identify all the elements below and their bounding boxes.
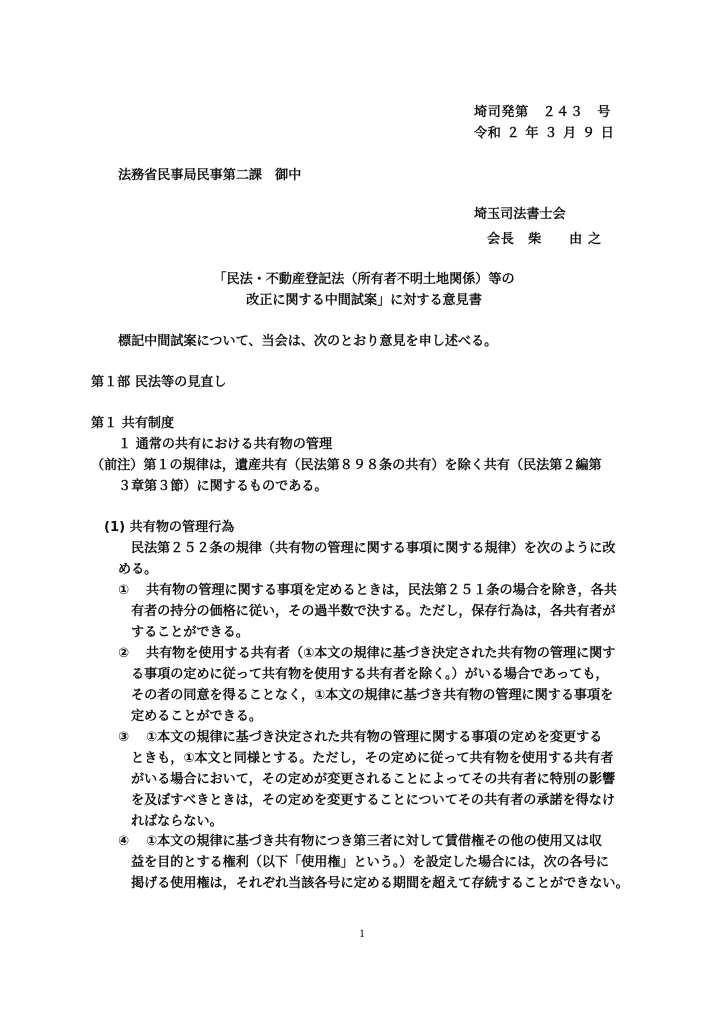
- clause-line: ①本文の規律に基づき決定された共有物の管理に関する事項の定めを変更する: [146, 730, 603, 745]
- body-line: 民法第２５２条の規律（共有物の管理に関する事項に関する規律）を次のように改: [131, 541, 616, 556]
- part-heading: 第１部 民法等の見直し: [91, 375, 227, 390]
- clause-line: る事項の定めに従って共有物を使用する共有者を除く。）がいる場合であっても，: [131, 667, 609, 682]
- sender-organization: 埼玉司法書士会: [474, 207, 566, 222]
- clause-line: 掲げる使用権は，それぞれ当該各号に定める期間を超えて存続することができない。: [131, 876, 629, 891]
- intro-paragraph: 標記中間試案について、当会は、次のとおり意見を申し述べる。: [118, 334, 498, 349]
- clause-marker: ④: [118, 834, 130, 849]
- clause-line: 有者の持分の価格に従い，その過半数で決する。ただし，保存行為は，各共有者が: [131, 604, 616, 619]
- note-line: ３章第３節）に関するものである。: [118, 479, 328, 494]
- clause-marker: ①: [118, 583, 130, 598]
- section-heading: 第１ 共有制度: [91, 416, 175, 431]
- clause-line: ①本文の規律に基づき共有物につき第三者に対して賃借権その他の使用又は収: [146, 834, 603, 849]
- subsection-heading: １ 通常の共有における共有物の管理: [118, 437, 333, 452]
- clause-line: がいる場合において，その定めが変更されることによってその共有者に特別の影響: [131, 772, 616, 787]
- clause-line: することができる。: [131, 625, 249, 640]
- note-line: （前注）第１の規律は，遺産共有（民法第８９８条の共有）を除く共有（民法第２編第: [91, 458, 602, 473]
- document-title-line-1: 「民法・不動産登記法（所有者不明土地関係）等の: [213, 272, 515, 287]
- body-line: める。: [118, 562, 158, 577]
- page-number: 1: [359, 926, 365, 940]
- clause-marker: ③: [118, 730, 130, 745]
- clause-line: ときも，①本文と同様とする。ただし，その定めに従って共有物を使用する共有者: [131, 751, 614, 766]
- document-title-line-2: 改正に関する中間試案」に対する意見書: [246, 293, 482, 308]
- document-number: 埼司発第 ２４３ 号: [474, 105, 611, 120]
- clause-line: その者の同意を得ることなく，①本文の規律に基づき共有物の管理に関する事項を: [131, 688, 614, 703]
- clause-line: 共有物を使用する共有者（①本文の規律に基づき決定された共有物の管理に関す: [146, 646, 616, 661]
- clause-marker: ②: [118, 646, 130, 661]
- sender-president: 会長 柴 由 之: [487, 232, 602, 247]
- addressee: 法務省民事局民事第二課 御中: [118, 168, 302, 183]
- clause-line: 共有物の管理に関する事項を定めるときは，民法第２５１条の場合を除き，各共: [146, 583, 617, 598]
- document-date: 令和 ２ 年 ３ 月 ９ 日: [474, 126, 615, 141]
- item-heading: (1) 共有物の管理行為: [104, 520, 235, 535]
- clause-line: 定めることができる。: [131, 709, 262, 724]
- clause-line: ればならない。: [131, 814, 223, 829]
- clause-line: 益を目的とする権利（以下「使用権」という。）を設定した場合には，次の各号に: [131, 855, 609, 870]
- clause-line: を及ぼすべきときは，その定めを変更することについてその共有者の承諾を得なけ: [131, 793, 615, 808]
